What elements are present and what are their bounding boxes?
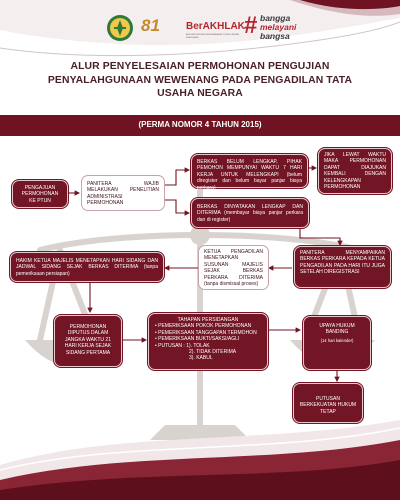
logo-81: 81	[141, 16, 160, 35]
perma-banner-text: (PERMA NOMOR 4 TAHUN 2015)	[138, 120, 262, 129]
hashtag-logo: #	[244, 12, 258, 39]
title-line-3: USAHA NEGARA	[157, 88, 243, 100]
step-permohonan-diputus: PERMOHONAN DIPUTUS DALAM JANGKA WAKTU 21 HARI KERJA SEJAK SIDANG PERTAMA	[54, 315, 122, 367]
title-line-2: PENYALAHGUNAAN WEWENANG PADA PENGADILAN TATA	[47, 74, 353, 86]
banding-title: UPAYA HUKUM BANDING	[319, 323, 355, 336]
step-pengajuan-permohonan: PENGAJUAN PERMOHONAN KE PTUN	[12, 180, 68, 208]
step-lewat-waktu: JIKA LEWAT WAKTU MAKA PERMOHONAN DAPAT DIAJUKAN KEMBALI DENGAN KELENGKAPAN PERMOHONAN	[318, 148, 392, 194]
persidangan-item: • PEMERIKSAAN POKOK PERMOHONAN	[155, 323, 261, 329]
putusan-option: 2). TIDAK DITERIMA	[189, 349, 237, 356]
step-ketua-pengadilan: KETUA PENGADILAN MENETAPKAN SUSUNAN MAJELIS SEJAK BERKAS PERKARA DITERIMA (tanpa dismissal proses)	[198, 245, 269, 290]
hashtag-line-2: melayani	[260, 22, 297, 32]
hashtag-line-1: bangga	[260, 13, 291, 23]
persidangan-item: • PEMERIKSAAN TANGGAPAN TERMOHON	[155, 330, 261, 336]
step-panitera-menyampaikan: PANITERA MENYAMPAIKAN BERKAS PERKARA KEPADA KETUA PENGADILAN PADA HARI ITU JUGA SETELAH DIREGISTRASI	[294, 246, 391, 288]
title-line-1: ALUR PENYELESAIAN PERMOHONAN PENGUJIAN	[70, 61, 330, 72]
persidangan-item: • PUTUSAN : 1). TOLAK	[155, 343, 261, 349]
footer-waves	[0, 410, 400, 500]
putusan-option: 3). KABUL	[189, 355, 213, 362]
step-berkas-belum-lengkap: BERKAS BELUM LENGKAP, PIHAK PEMOHON MEMPUNYAI WAKTU 7 HARI KERJA UNTUK MELENGKAPI (belum diregister dan belum bayar panjar biaya perkara)	[191, 154, 308, 188]
hashtag-line-3: bangsa	[260, 31, 290, 41]
step-berkas-lengkap: BERKAS DINYATAKAN LENGKAP DAN DITERIMA (membayar biaya panjar perkara dan di register)	[191, 198, 309, 228]
berakhlak-tagline: ASN BERKOMITMEN MELAKSANAKAN TUGAS DENGAN NILAI DASAR	[186, 34, 239, 39]
berakhlak-logo: BerAKHLAK	[186, 21, 245, 32]
step-upaya-hukum-banding	[303, 316, 371, 370]
step-panitera-penelitian: PANITERA WAJIB MELAKUKAN PENELITIAN ADMINISTRASI PERMOHONAN	[81, 175, 165, 211]
banding-note: (14 hari kalender)	[320, 337, 354, 343]
step-hakim-ketua-majelis: HAKIM KETUA MAJELIS MENETAPKAN HARI SIDANG DAN JADWAL SIDANG SEJAK BERKAS DITERIMA (tanpa pemeriksaan persiapan)	[10, 252, 164, 282]
persidangan-title: TAHAPAN PERSIDANGAN	[177, 317, 239, 323]
step-tahapan-persidangan	[148, 313, 268, 370]
step-putusan-berkekuatan-hukum-tetap: PUTUSAN BERKEKUATAN HUKUM TETAP	[293, 383, 363, 423]
persidangan-item: • PEMERIKSAAN BUKTI/SAKSI/AGLI	[155, 336, 261, 342]
